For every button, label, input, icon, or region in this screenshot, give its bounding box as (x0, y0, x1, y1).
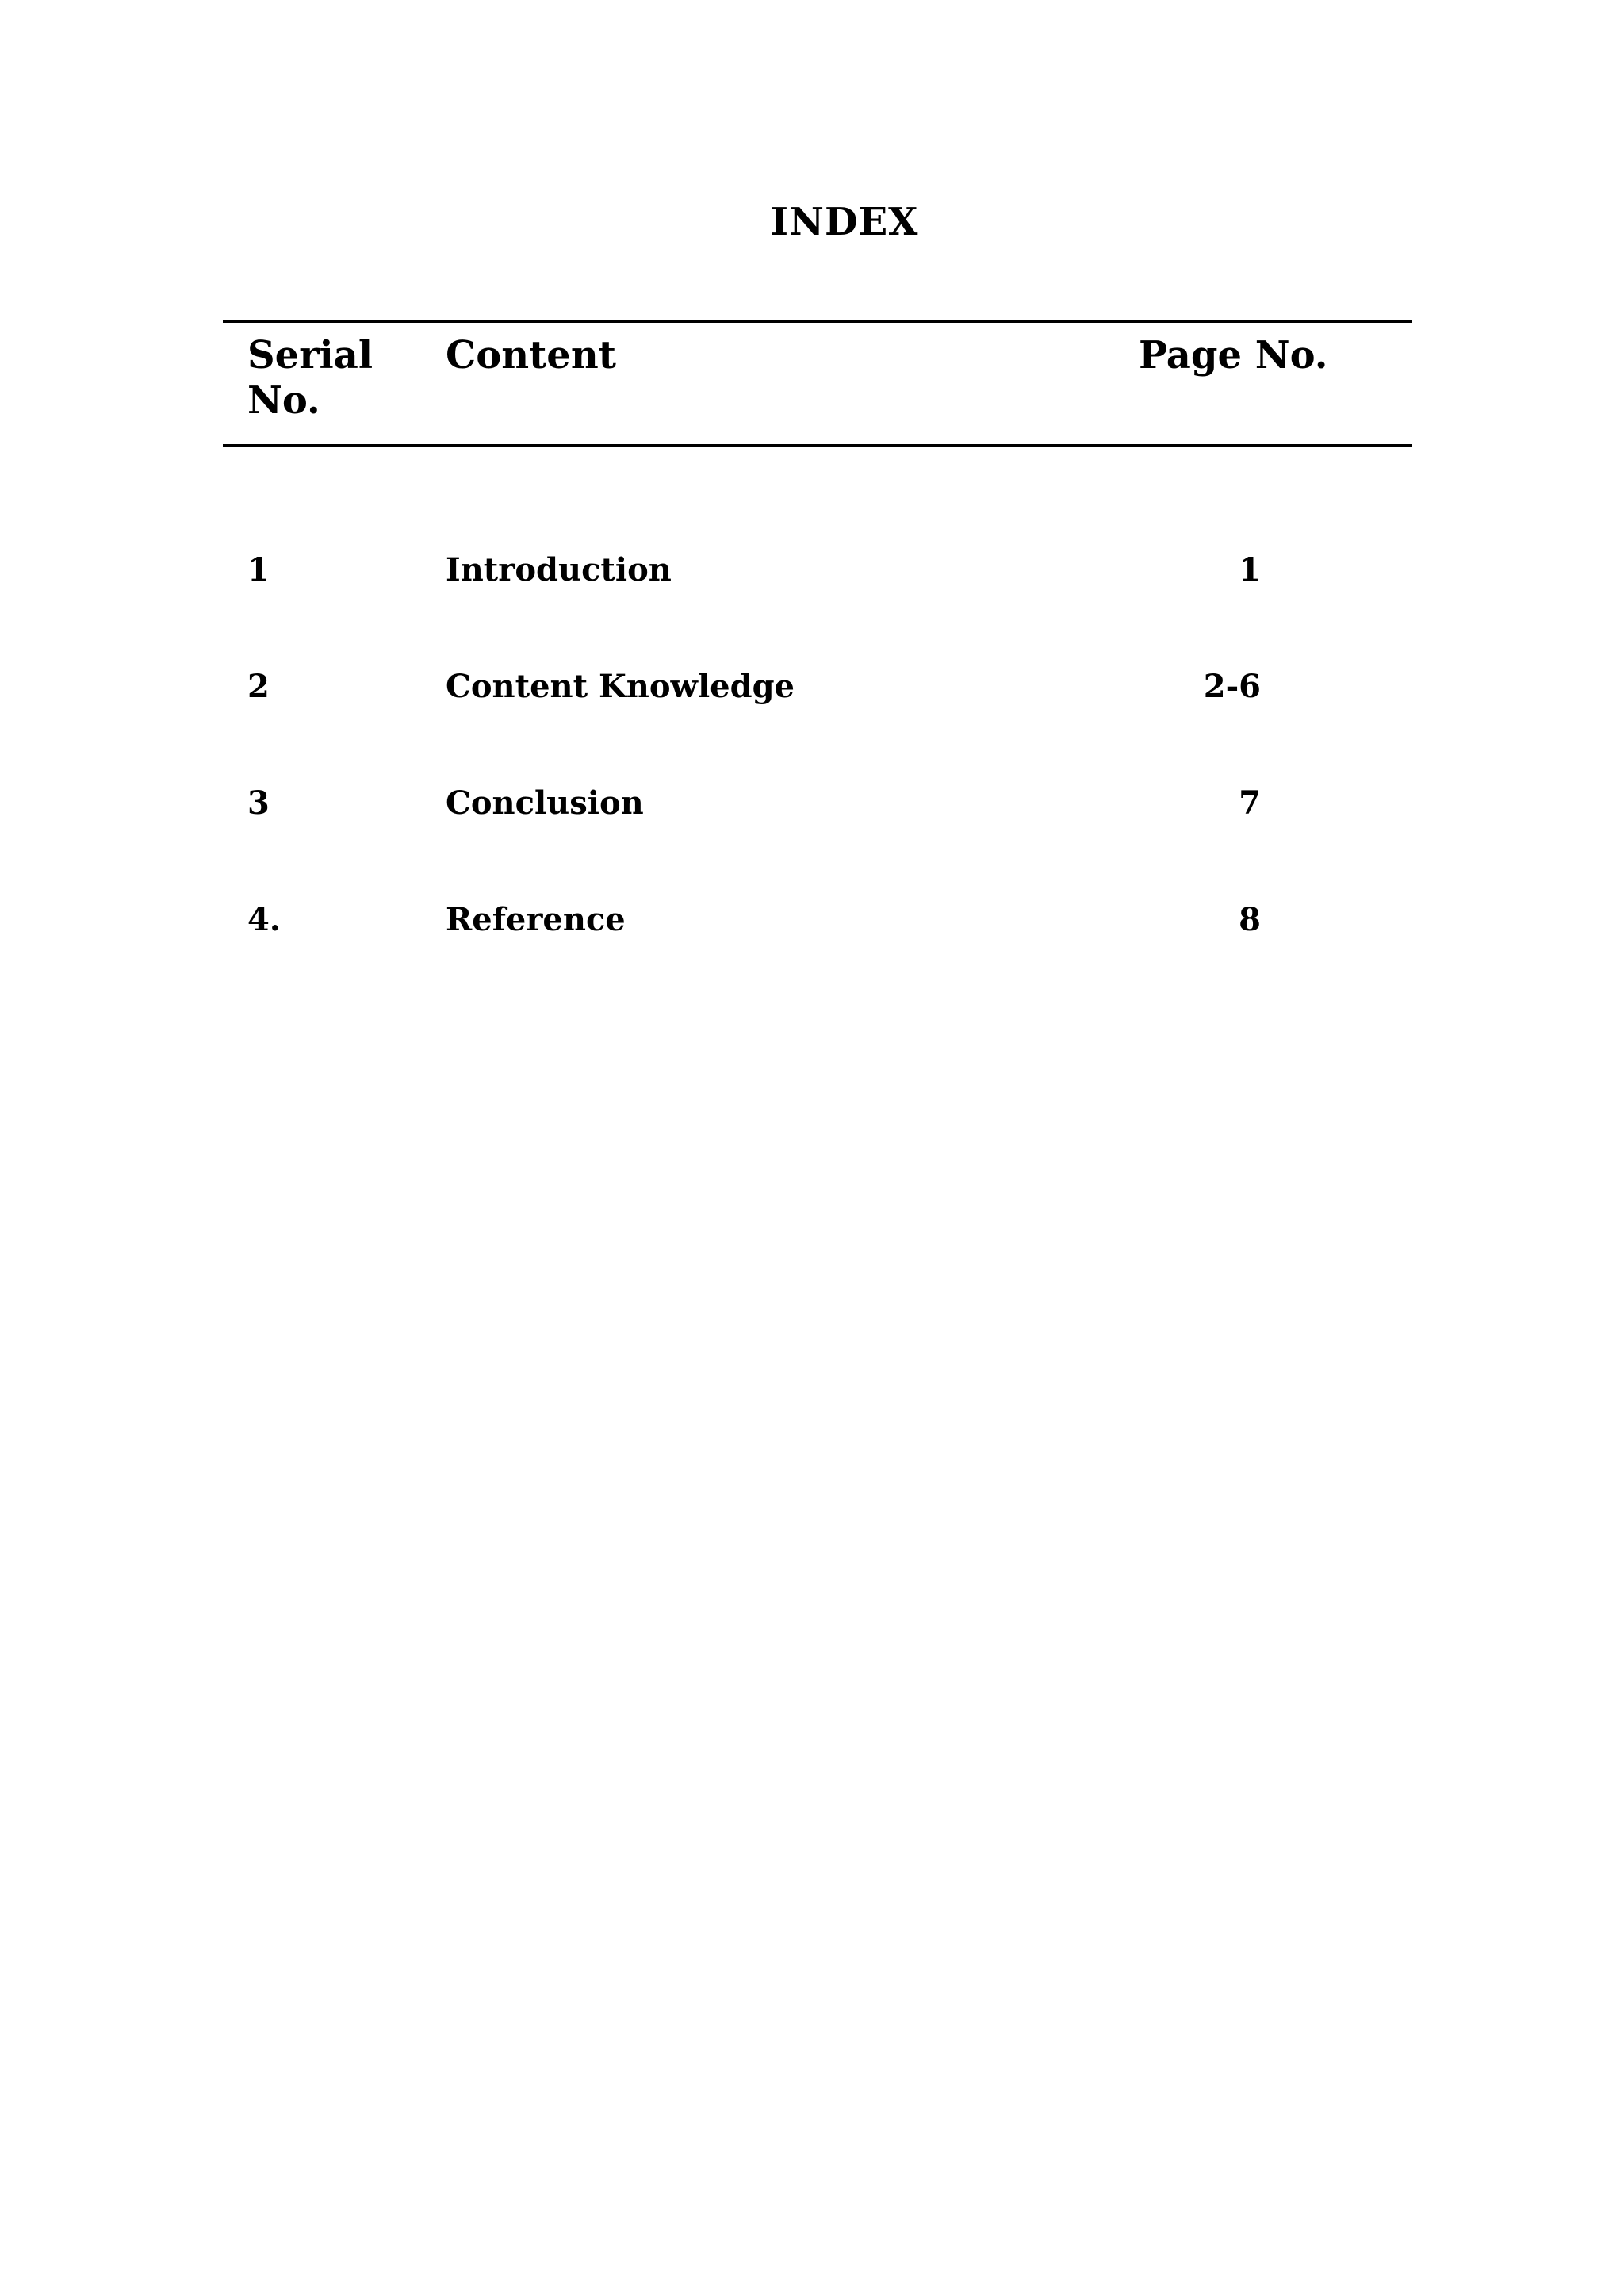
row-content: Content Knowledge (446, 668, 795, 705)
row-content: Conclusion (446, 784, 644, 822)
row-serial: 4. (247, 901, 281, 938)
row-page: 2-6 (1203, 668, 1261, 705)
row-content: Reference (446, 901, 626, 938)
row-page: 7 (1239, 784, 1261, 822)
table-row (0, 663, 1624, 711)
table-row (0, 780, 1624, 827)
header-serial-no (247, 333, 406, 424)
table-header-rule (223, 444, 1412, 447)
row-page: 1 (1239, 551, 1261, 588)
row-serial: 1 (247, 551, 270, 588)
header-serial-line1: Serial (247, 333, 373, 378)
row-serial: 3 (247, 784, 270, 822)
page-title: INDEX (770, 200, 919, 244)
row-serial: 2 (247, 668, 270, 705)
header-content: Content (446, 333, 616, 378)
row-page: 8 (1239, 901, 1261, 938)
row-content: Introduction (446, 551, 672, 588)
table-row (0, 546, 1624, 594)
header-page-no: Page No. (1139, 333, 1328, 378)
header-serial-line2: No. (247, 378, 320, 423)
table-top-rule (223, 320, 1412, 323)
table-row (0, 896, 1624, 944)
